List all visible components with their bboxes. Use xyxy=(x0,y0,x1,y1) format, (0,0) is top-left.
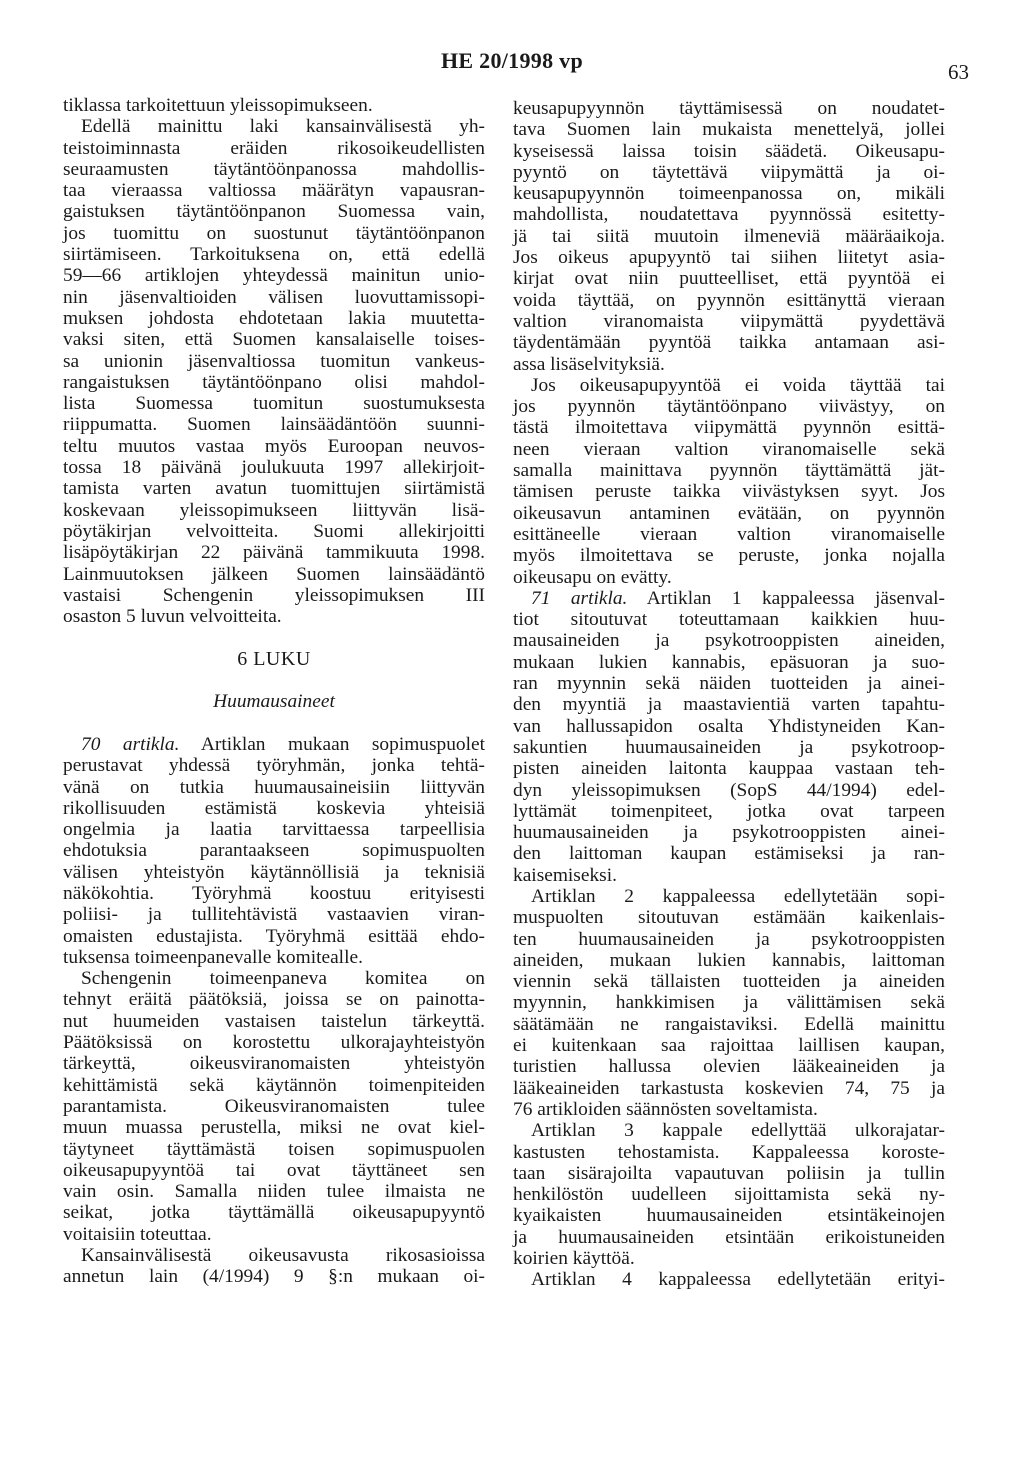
right-column-text-line: ja huumausaineiden etsintään erikoistuneiden xyxy=(513,1226,945,1248)
left-column-text-line: teistoiminnasta eräiden rikosoikeudellisten xyxy=(63,137,485,159)
right-column-text-line: kirjat ovat niin puutteelliset, että pyyntöä ei xyxy=(513,268,945,290)
left-column-text-line: lisäpöytäkirjan 22 päivänä tammikuuta 1998. xyxy=(63,542,485,564)
right-column-text-line: Artiklan 3 kappale edellyttää ulkorajatar- xyxy=(531,1120,945,1142)
right-column-text-line: koirien käyttöä. xyxy=(513,1248,635,1270)
left-column-text-line: taa vieraassa valtiossa määrätyn vapausran- xyxy=(63,180,485,202)
right-column-text-line: ten huumausaineiden ja psykotrooppisten xyxy=(513,928,945,950)
right-column-text-line: säätämään ne rangaistaviksi. Edellä mainittu xyxy=(513,1013,945,1035)
right-column-text-line: valtion viranomaista viipymättä pyydettävä xyxy=(513,310,945,332)
right-column-text-line: henkilöstön uudelleen sijoittamista sekä ny- xyxy=(513,1184,945,1206)
right-column-text-line: ran myynnin sekä näiden tuotteiden ja ainei- xyxy=(513,673,945,695)
right-column-text-line: keusapupyynnön täyttämisessä on noudatet- xyxy=(513,98,945,119)
left-column-text-line: pöytäkirjan velvoitteita. Suomi allekirjoitti xyxy=(63,520,485,542)
right-text-column xyxy=(513,98,945,1291)
right-column-text-line: mausaineiden ja psykotrooppisten aineiden, xyxy=(513,630,945,652)
right-column-text-line: dyn yleissopimuksen (SopS 44/1994) edel- xyxy=(513,779,945,801)
left-column-text-line: seuraamusten täytäntöönpanossa mahdollis- xyxy=(63,158,485,180)
right-column-text-line: mahdollista, noudatettava pyynnössä esitetty- xyxy=(513,204,945,226)
left-text-column xyxy=(63,95,485,1288)
right-column-text-line: jos pyynnön täytäntöönpano viivästyy, on xyxy=(513,396,945,418)
left-column-text-line: näkökohtia. Työryhmä koostuu erityisesti xyxy=(63,882,485,904)
left-column-text-line: sa unionin jäsenvaltiossa tuomitun vankeus- xyxy=(63,350,485,372)
right-column-text-line: kyaikaisten huumausaineiden etsintäkeinojen xyxy=(513,1205,945,1227)
right-column-text-line: Artiklan 4 kappaleessa edellytetään erityi- xyxy=(531,1269,945,1291)
left-column-text-line: Schengenin toimeenpaneva komitea on xyxy=(81,968,485,990)
right-column-text-line: Jos oikeus apupyyntö tai siihen liitetyt asia- xyxy=(513,247,945,269)
left-column-text-line: omaisten edustajista. Työryhmä esittää ehdo- xyxy=(63,925,485,947)
right-column-text-line: den laittoman kaupan estämiseksi ja ran- xyxy=(513,843,945,865)
right-column-text-line: huumausaineiden ja psykotrooppisten ainei- xyxy=(513,822,945,844)
right-column-text-line: Jos oikeusapupyyntöä ei voida täyttää tai xyxy=(531,374,945,396)
right-column-text-line: pisten aineiden laitonta kauppaa vastaan teh- xyxy=(513,758,945,780)
left-column-text-line: oikeusapupyyntöä tai ovat täyttäneet sen xyxy=(63,1159,485,1181)
right-column-text-line: 71 artikla. Artiklan 1 kappaleessa jäsenval- xyxy=(531,587,945,609)
right-column-text-line: pyyntö on täytettävä viipymättä ja oi- xyxy=(513,161,945,183)
left-column-text-line: jos tuomittu on suostunut täytäntöönpanon xyxy=(63,222,485,244)
left-column-text-line: tiklassa tarkoitettuun yleissopimukseen. xyxy=(63,95,373,116)
left-column-text-line: tossa 18 päivänä joulukuuta 1997 allekirjoit- xyxy=(63,457,485,479)
right-column-text-line: kaisemiseksi. xyxy=(513,864,617,886)
left-column-text-line: muksen johdosta ehdotetaan lakia muutetta- xyxy=(63,307,485,329)
right-column-text-line: assa lisäselvityksiä. xyxy=(513,353,665,375)
left-column-text-line: gaistuksen täytäntöönpanon Suomessa vain, xyxy=(63,201,485,223)
blank-line xyxy=(63,713,485,734)
section-subheading: Huumausaineet xyxy=(213,691,335,713)
right-column-text-line: Artiklan 2 kappaleessa edellytetään sopi- xyxy=(531,885,945,907)
left-column-text-line: tuksensa toimeenpanevalle komitealle. xyxy=(63,946,363,968)
right-column-text-line: ei kuitenkaan saa rajoittaa laillisen kaupan, xyxy=(513,1035,945,1057)
left-column-text-line: teltu muutos vastaa myös Euroopan neuvos- xyxy=(63,435,485,457)
document-header-title: HE 20/1998 vp xyxy=(440,48,584,73)
blank-line xyxy=(63,670,485,691)
left-column-text-line: seikat, jotka täyttämällä oikeusapupyyntö xyxy=(63,1202,485,1224)
left-column-text-line: vastaisi Schengenin yleissopimuksen III xyxy=(63,584,485,606)
left-column-text-line: annetun lain (4/1994) 9 §:n mukaan oi- xyxy=(63,1266,485,1288)
right-column-text-line: aineiden, mukaan lukien kannabis, laittoman xyxy=(513,949,945,971)
right-column-text-line: turistien hallussa olevien lääkeaineiden ja xyxy=(513,1056,945,1078)
left-column-text-line: tamista varten avatun tuomittujen siirtämistä xyxy=(63,478,485,500)
left-column-text-line: 70 artikla. Artiklan mukaan sopimuspuolet xyxy=(81,733,485,755)
right-column-text-line: voida täyttää, on pyynnön esittänyttä vieraan xyxy=(513,289,945,311)
left-column-text-line: täytyneet täyttämästä toisen sopimuspuolen xyxy=(63,1138,485,1160)
left-column-text-line: muun muassa perustella, miksi ne ovat kiel- xyxy=(63,1117,485,1139)
blank-line xyxy=(63,627,485,648)
left-column-text-line: välisen yhteistyön käytännöllisiä ja teknisiä xyxy=(63,861,485,883)
left-column-text-line: vaksi siten, että Suomen kansalaiselle toises- xyxy=(63,329,485,351)
right-column-text-line: oikeusavun antaminen evätään, on pyynnön xyxy=(513,502,945,524)
left-column-text-line: siirtämiseen. Tarkoituksena on, että edellä xyxy=(63,244,485,266)
left-column-text-line: vänä on tutkia huumausaineisiin liittyvän xyxy=(63,776,485,798)
left-column-text-line: vain osin. Samalla niiden tulee ilmaista ne xyxy=(63,1181,485,1203)
left-column-text-line: nut huumeiden vastaisen taistelun tärkeyttä. xyxy=(63,1010,485,1032)
right-column-text-line: neen vieraan valtion viranomaiselle sekä xyxy=(513,438,945,460)
right-column-text-line: tava Suomen lain mukaista menettelyä, jollei xyxy=(513,119,945,141)
article-reference: 70 artikla. xyxy=(81,733,180,755)
right-column-text-line: den myyntiä ja maastavientiä varten tapahtu- xyxy=(513,694,945,716)
left-column-text-line: rikollisuuden estämistä koskevia yhteisiä xyxy=(63,797,485,819)
left-column-text-line: rangaistuksen täytäntöönpano olisi mahdol- xyxy=(63,371,485,393)
right-column-text-line: kastusten tehostamista. Kappaleessa koroste- xyxy=(513,1141,945,1163)
left-column-text-line: 59—66 artiklojen yhteydessä mainitun unio- xyxy=(63,265,485,287)
right-column-text-line: taan sisärajoilta vapautuvan poliisin ja tullin xyxy=(513,1162,945,1184)
left-column-text-line: Päätöksissä on korostettu ulkorajayhteistyön xyxy=(63,1032,485,1054)
left-column-text-line: lista Suomessa tuomitun suostumuksesta xyxy=(63,393,485,415)
right-column-text-line: tiot sitoutuvat toteuttamaan kaikkien huu- xyxy=(513,609,945,631)
left-column-text-line: Kansainvälisestä oikeusavusta rikosasioissa xyxy=(81,1245,485,1267)
right-column-text-line: samalla mainittava pyynnön täyttämättä jät- xyxy=(513,460,945,482)
left-column-text-line: ongelmia ja laatia tarvittaessa tarpeellisia xyxy=(63,819,485,841)
left-column-text-line: ehdotuksia parantaakseen sopimuspuolten xyxy=(63,840,485,862)
right-column-text-line: tämisen peruste taikka viivästyksen syyt. Jos xyxy=(513,481,945,503)
right-column-text-line: muspuolten sitoutuvan estämään kaikenlais- xyxy=(513,907,945,929)
left-column-text-line: perustavat yhdessä työryhmän, jonka tehtä- xyxy=(63,755,485,777)
chapter-heading: 6 LUKU xyxy=(237,647,311,670)
right-column-text-line: myös ilmoitettava se peruste, jonka nojalla xyxy=(513,545,945,567)
left-column-text-line: tehnyt eräitä päätöksiä, joissa se on painotta- xyxy=(63,989,485,1011)
right-column-text-line: tästä ilmoitettava viipymättä pyynnön esittä- xyxy=(513,417,945,439)
left-column-text-line: poliisi- ja tullitehtävistä vastaavien viran- xyxy=(63,904,485,926)
right-column-text-line: lyttämät toimenpiteet, jotka ovat tarpeen xyxy=(513,800,945,822)
right-column-text-line: myynnin, hankkimisen ja välittämisen sekä xyxy=(513,992,945,1014)
right-column-text-line: täydentämään pyyntöä taikka antamaan asi- xyxy=(513,332,945,354)
right-column-text-line: sakuntien huumausaineiden ja psykotroop- xyxy=(513,736,945,758)
left-column-text-line: voitaisiin toteuttaa. xyxy=(63,1223,212,1245)
left-column-text-line: kehittämistä sekä käytännön toimenpiteiden xyxy=(63,1074,485,1096)
left-column-text-line: parantamista. Oikeusviranomaisten tulee xyxy=(63,1095,485,1117)
article-reference: 71 artikla. xyxy=(531,587,628,609)
left-column-text-line: tärkeyttä, oikeusviranomaisten yhteistyön xyxy=(63,1053,485,1075)
left-column-text-line: osaston 5 luvun velvoitteita. xyxy=(63,606,282,628)
right-column-text-line: viennin sekä tällaisten tuotteiden ja aineiden xyxy=(513,971,945,993)
right-column-text-line: keusapupyynnön toimeenpanossa on, mikäli xyxy=(513,183,945,205)
left-column-text-line: koskevaan yleissopimukseen liittyvän lisä- xyxy=(63,499,485,521)
right-column-text-line: jä tai siitä muutoin ilmeneviä määräaikoja. xyxy=(513,225,945,247)
right-column-text-line: lääkeaineiden tarkastusta koskevien 74, 75 ja xyxy=(513,1077,945,1099)
page-number: 63 xyxy=(948,60,969,84)
right-column-text-line: van hallussapidon osalta Yhdistyneiden Kan- xyxy=(513,715,945,737)
right-column-text-line: kyseisessä laissa toisin säädetä. Oikeusapu- xyxy=(513,140,945,162)
left-column-text-line: Edellä mainittu laki kansainvälisestä yh- xyxy=(81,116,485,138)
right-column-text-line: mukaan lukien kannabis, epäsuoran ja suo- xyxy=(513,651,945,673)
right-column-text-line: oikeusapu on evätty. xyxy=(513,566,672,588)
left-column-text-line: riippumatta. Suomen lainsäädäntöön suunni- xyxy=(63,414,485,436)
left-column-text-line: Lainmuutoksen jälkeen Suomen lainsäädäntö xyxy=(63,563,485,585)
right-column-text-line: 76 artikloiden säännösten soveltamista. xyxy=(513,1098,818,1120)
left-column-text-line: nin jäsenvaltioiden välisen luovuttamissopi- xyxy=(63,286,485,308)
right-column-text-line: esittäneelle vieraan valtion viranomaiselle xyxy=(513,523,945,545)
